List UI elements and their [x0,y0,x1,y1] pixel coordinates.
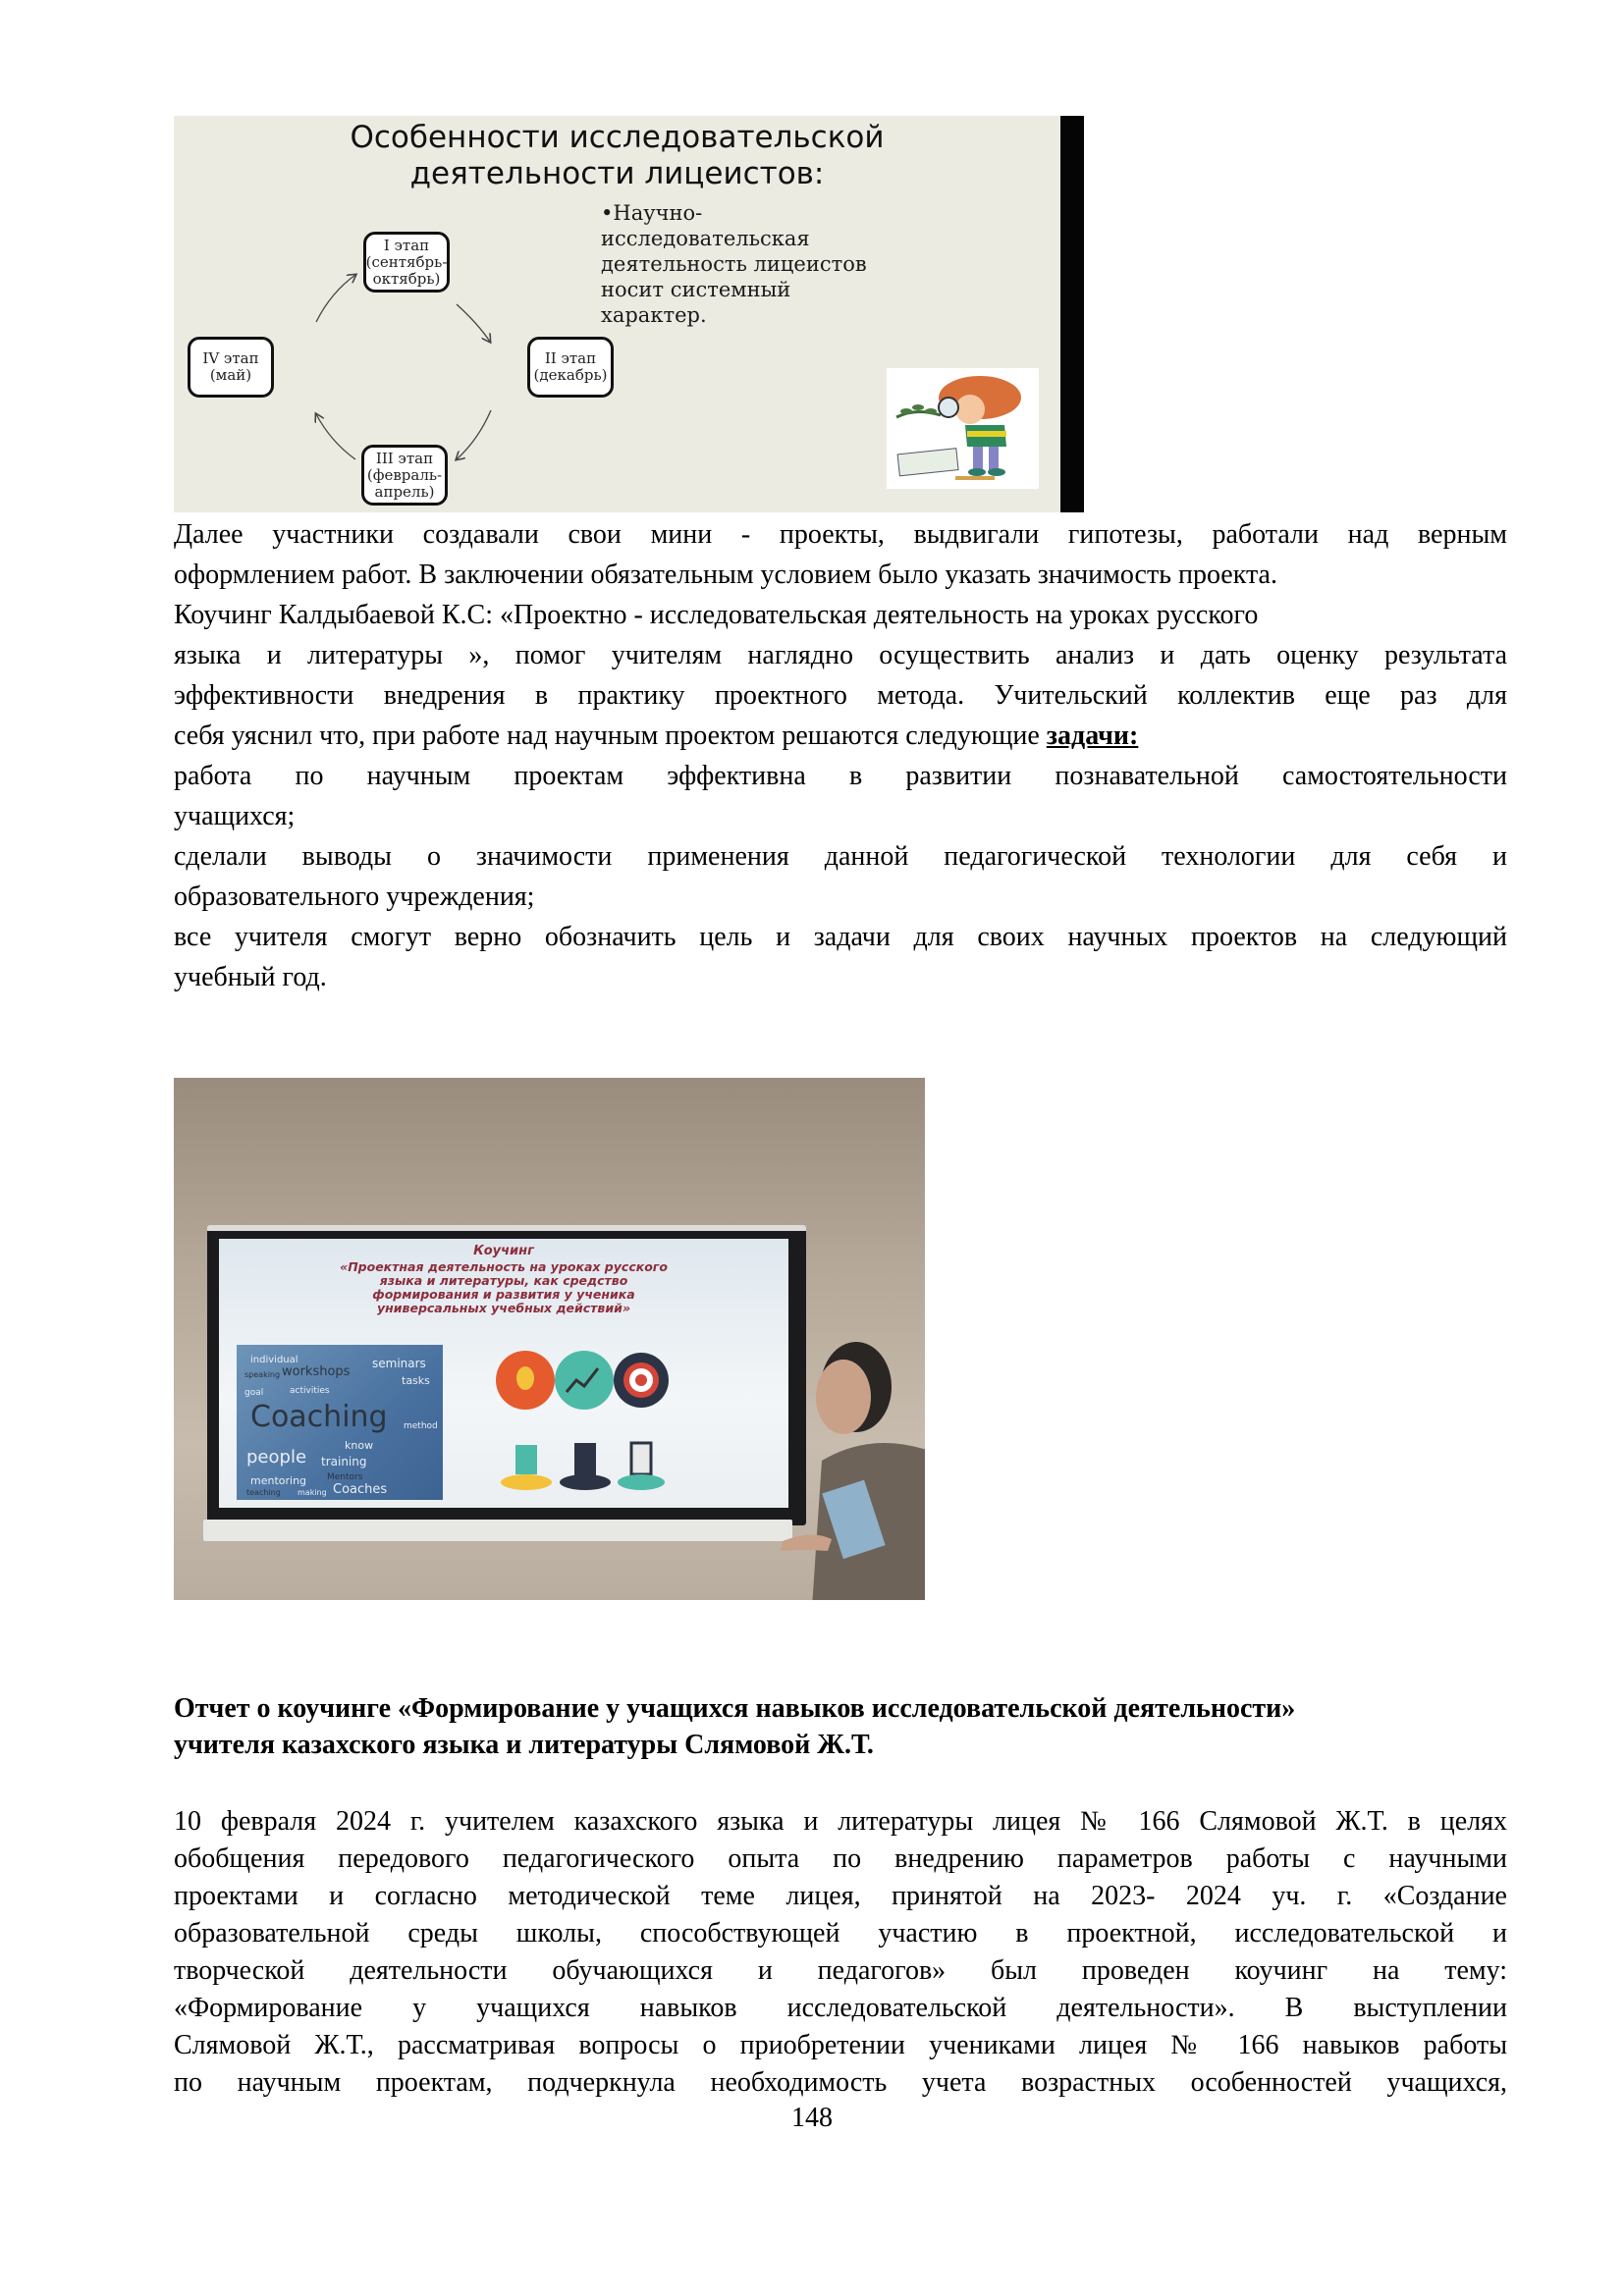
task-line: учебный год. [174,962,327,992]
text-line: обобщения передового педагогического опыта по внедрению параметров работы с научными [174,1843,1507,1874]
arrow-stage4-to-stage1 [316,275,355,322]
slide-edge-bar [1060,116,1084,512]
interactive-display [207,1225,806,1525]
screen-subtitle-line: «Проектная деятельность на уроках русского [340,1259,668,1274]
arrow-stage3-to-stage4 [316,414,355,459]
wordcloud-word: goal [244,1388,264,1398]
wordcloud-word: activities [290,1386,330,1396]
wordcloud-word: Mentors [327,1472,363,1482]
text-line: Далее участники создавали свои мини - проекты, выдвигали гипотезы, работали над верным [174,519,1507,550]
coaching-photo [174,1078,925,1600]
text-line: эффективности внедрения в практику проектного метода. Учительский коллектив еще раз для [174,680,1507,711]
wordcloud-word: making [298,1488,327,1497]
page-number: 148 [791,2103,833,2133]
stage-label: (февраль- [366,465,443,484]
stage-label: октябрь) [372,269,441,288]
cartoon-illustration [887,368,1039,489]
arrow-stage1-to-stage2 [457,304,490,342]
slide-bullet-line: носит системный [601,278,791,301]
text-line: творческой деятельности обучающихся и педагогов» был проведен коучинг на тему: [174,1955,1507,1986]
screen-title: Коучинг [473,1244,534,1258]
tasks-emphasis: задачи: [1046,721,1139,751]
wordcloud-word: speaking [244,1370,281,1379]
slide-title-line: Особенности исследовательской [350,120,885,155]
stage-box-1 [363,232,450,293]
text-line: Коучинг Калдыбаевой К.С: «Проектно - исследовательская деятельность на уроках русского [174,600,1259,630]
section-heading [174,1690,1507,1763]
presenter-person [763,1284,925,1600]
task-line: сделали выводы о значимости применения данной педагогической технологии для себя и [174,841,1507,872]
display-bezel-bottom [203,1520,792,1541]
slide-bullet-line: характер. [601,303,707,327]
stage-box-4 [188,337,274,398]
task-line: работа по научным проектам эффективна в развитии познавательной самостоятельности [174,761,1507,791]
coaching-wordcloud [237,1345,443,1500]
wordcloud-word: workshops [282,1364,351,1379]
figure-left [515,1445,537,1474]
paragraph-report [174,1803,1507,2102]
heading-line: учителя казахского языка и литературы Слямовой Ж.Т. [174,1730,874,1760]
text-line: образовательной среды школы, способствующей участию в проектной, исследовательской и [174,1918,1507,1949]
wordcloud-word: tasks [402,1374,430,1387]
slide-title-line: деятельности лицеистов: [409,156,825,191]
stage-label: (декабрь) [533,366,608,384]
slide-bullet-line: •Научно- [601,201,703,225]
wordcloud-word: know [345,1439,374,1452]
task-line: все учителя смогут верно обозначить цель и задачи для своих научных проектов на следующий [174,922,1507,952]
wordcloud-word: individual [250,1355,298,1365]
wordcloud-word: method [404,1421,438,1431]
figure-right [631,1443,651,1474]
text-line: проектами и согласно методической теме лицея, принятой на 2023- 2024 уч. г. «Создание [174,1881,1507,1911]
text-line: по научным проектам, подчеркнула необходимость учета возрастных особенностей учащихся, [174,2067,1507,2098]
wordcloud-word: people [246,1447,307,1468]
text-line: «Формирование у учащихся навыков исследовательской деятельности». В выступлении [174,1993,1507,2023]
cartoon-researcher-image [887,368,1039,489]
text-line [174,716,1507,756]
screen-subtitle [248,1260,759,1315]
figure-center [574,1443,596,1476]
arrow-stage2-to-stage3 [457,410,491,459]
wordcloud-word: seminars [372,1357,426,1370]
wordcloud-word: Coaches [333,1482,388,1497]
stage-box-2 [527,337,614,398]
screen-subtitle-line: языка и литературы, как средство [379,1273,628,1288]
stage-label: (май) [209,366,252,384]
growth-bubble [555,1351,614,1410]
wordcloud-word: teaching [246,1488,281,1497]
stage-label: III этап [375,449,434,467]
stage-label: II этап [544,349,597,367]
stage-label: I этап [383,236,430,254]
task-line: образовательного учреждения; [174,881,535,912]
text-fragment: себя уяснил что, при работе над научным проектом решаются следующие [174,721,1047,751]
stage-box-3 [361,445,448,506]
screen-subtitle-line: универсальных учебных действий» [377,1301,630,1315]
stage-label: апрель) [374,482,435,501]
slide-bullet-line: деятельность лицеистов [601,252,867,276]
wordcloud-word: training [321,1455,367,1468]
text-line: Слямовой Ж.Т., рассматривая вопросы о приобретении учениками лицея № 166 навыков работы [174,2030,1507,2060]
task-line: учащихся; [174,801,296,831]
screen-subtitle-line: формирования и развития у ученика [372,1287,635,1302]
slide-figure [174,116,1060,512]
lightbulb-icon [516,1366,534,1390]
text-line: оформлением работ. В заключении обязательным условием было указать значимость проекта. [174,560,1277,590]
text-line: 10 февраля 2024 г. учителем казахского языка и литературы лицея № 166 Слямовой Ж.Т. в целях [174,1806,1507,1837]
wordcloud-word: mentoring [250,1474,307,1487]
stage-label: (сентябрь- [365,252,448,271]
heading-line: Отчет о коучинге «Формирование у учащихся навыков исследовательской деятельности» [174,1693,1296,1724]
paragraph-intro [174,514,1507,997]
text-line: языка и литературы », помог учителям наглядно осуществить анализ и дать оценку результата [174,640,1507,670]
slide-bullet-line: исследовательская [601,227,810,250]
stage-label: IV этап [202,349,259,367]
meditation-figures-illustration [464,1337,779,1504]
wordcloud-word: Coaching [250,1400,388,1434]
display-screen [219,1239,788,1508]
